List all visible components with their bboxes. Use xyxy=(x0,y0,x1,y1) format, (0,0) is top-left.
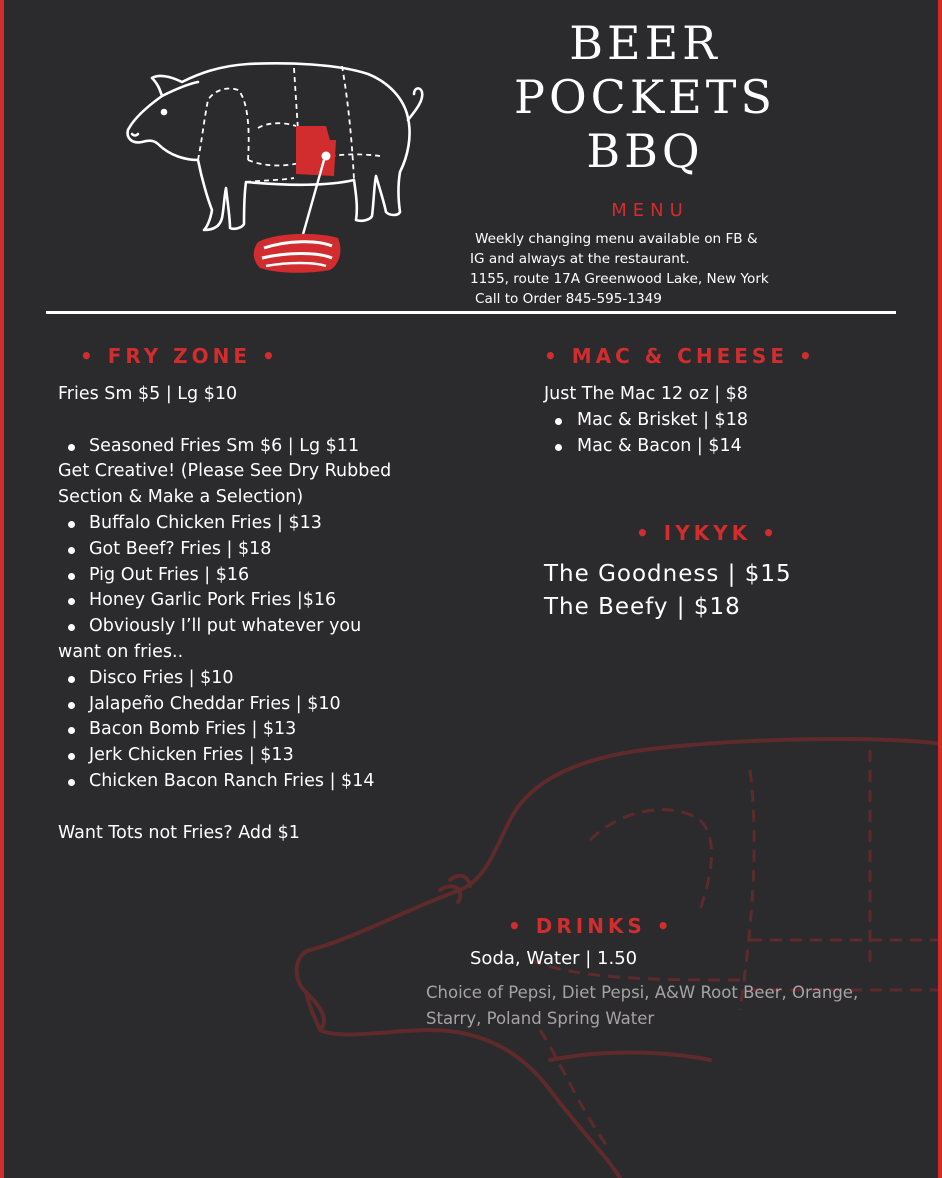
mac-item: Mac & Brisket | $18 xyxy=(544,408,884,434)
fry-item: Pig Out Fries | $16 xyxy=(58,563,478,589)
drinks-choices-line-1: Choice of Pepsi, Diet Pepsi, A&W Root Beer, Orange, xyxy=(426,983,859,1002)
mac-cheese-list xyxy=(544,382,884,459)
drinks-title: • DRINKS • xyxy=(508,914,674,938)
fry-item: Chicken Bacon Ranch Fries | $14 xyxy=(58,769,478,795)
info-line-3: 1155, route 17A Greenwood Lake, New York xyxy=(470,271,769,287)
fry-zone-title: • FRY ZONE • xyxy=(80,344,279,368)
info-line-4: Call to Order 845-595-1349 xyxy=(475,291,662,307)
mac-cheese-title: • MAC & CHEESE • xyxy=(544,344,816,368)
menu-label: MENU xyxy=(611,200,689,221)
fries-price-line: Fries Sm $5 | Lg $10 xyxy=(58,384,238,404)
header-divider xyxy=(46,311,896,314)
iykyk-title: • IYKYK • xyxy=(636,521,779,545)
restaurant-title xyxy=(480,16,810,178)
mac-item: Mac & Bacon | $14 xyxy=(544,434,884,460)
drinks-choices-line-2: Starry, Poland Spring Water xyxy=(426,1009,655,1028)
iykyk-list xyxy=(544,558,884,624)
seasoned-fries-item: Seasoned Fries Sm $6 | Lg $11 xyxy=(58,434,478,460)
fry-item: Got Beef? Fries | $18 xyxy=(58,537,478,563)
fry-zone-list xyxy=(58,382,478,846)
bacon-icon xyxy=(254,234,341,273)
iykyk-item: The Beefy | $18 xyxy=(544,594,741,620)
fry-item: Jalapeño Cheddar Fries | $10 xyxy=(58,692,478,718)
info-line-2: IG and always at the restaurant. xyxy=(470,251,690,267)
title-line-1: BEER xyxy=(569,16,721,70)
fry-item-wrap: want on fries.. xyxy=(58,641,184,662)
tots-note: Want Tots not Fries? Add $1 xyxy=(58,822,300,843)
fry-item: Jerk Chicken Fries | $13 xyxy=(58,743,478,769)
drinks-main-line: Soda, Water | 1.50 xyxy=(470,948,638,969)
restaurant-info xyxy=(470,229,830,309)
fry-item: Buffalo Chicken Fries | $13 xyxy=(58,511,478,537)
fry-item: Honey Garlic Pork Fries |$16 xyxy=(58,588,478,614)
iykyk-item: The Goodness | $15 xyxy=(544,561,792,587)
title-line-3: BBQ xyxy=(586,124,704,178)
creative-line-2: Section & Make a Selection) xyxy=(58,487,304,508)
drinks-choices xyxy=(426,980,926,1032)
fry-item: Obviously I’ll put whatever you xyxy=(58,614,478,640)
fry-item: Bacon Bomb Fries | $13 xyxy=(58,717,478,743)
creative-line-1: Get Creative! (Please See Dry Rubbed xyxy=(58,461,392,482)
info-line-1: Weekly changing menu available on FB & xyxy=(475,231,758,247)
mac-base-item: Just The Mac 12 oz | $8 xyxy=(544,384,748,404)
fry-item: Disco Fries | $10 xyxy=(58,666,478,692)
title-line-2: POCKETS xyxy=(514,70,776,124)
pig-cuts-icon xyxy=(118,60,430,280)
